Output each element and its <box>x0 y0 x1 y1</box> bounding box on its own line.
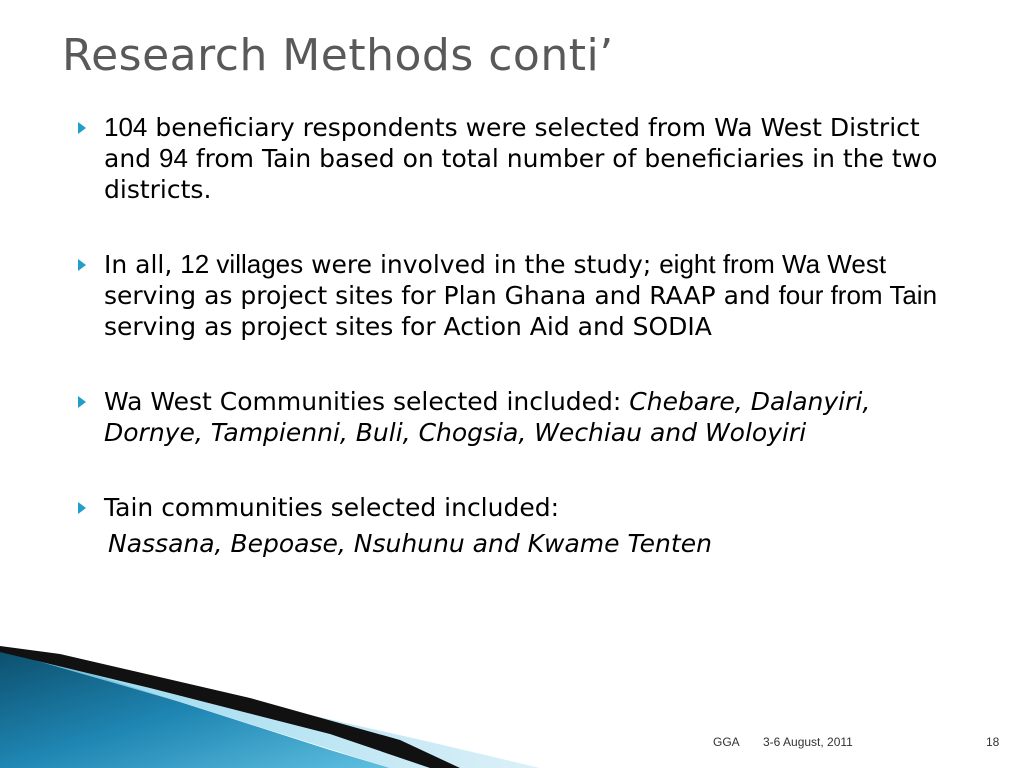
bullet-text: serving as project sites for Action Aid and SODIA <box>104 312 712 341</box>
bullet-list <box>74 112 954 559</box>
bullet-text: Wa West Communities selected included: <box>104 387 630 416</box>
bullet-text: beneficiary respondents were selected from Wa West District and <box>104 113 920 173</box>
slide-number: 18 <box>986 735 1000 749</box>
bullet-item <box>74 112 954 205</box>
bullet-text: were involved in the study; <box>303 250 660 279</box>
bullet-highlight: eight from Wa West <box>659 249 887 279</box>
bullet-text: from Tain based on total number of beneficiaries in the two districts. <box>104 144 938 204</box>
bullet-highlight: 104 <box>104 112 148 142</box>
bullet-highlight: Chebare, Dalanyiri, Dornye, Tampienni, Buli, Chogsia, Wechiau and Woloyiri <box>104 387 871 447</box>
bullet-arrow-icon <box>78 122 86 134</box>
slide-title: Research Methods conti’ <box>62 30 614 81</box>
bullet-text: serving as project sites for Plan Ghana and RAAP and <box>104 281 779 310</box>
footer-date: 3-6 August, 2011 <box>763 735 853 749</box>
bullet-highlight: four from Tain <box>778 280 938 310</box>
bullet-subline: Nassana, Bepoase, Nsuhunu and Kwame Tenten <box>108 529 712 558</box>
bullet-item <box>74 492 954 559</box>
bullet-item <box>74 249 954 342</box>
bullet-arrow-icon <box>78 259 86 271</box>
bullet-text: Tain communities selected included: <box>104 493 560 522</box>
footer-label: GGA <box>713 735 740 749</box>
bullet-arrow-icon <box>78 502 86 514</box>
bullet-item <box>74 386 954 448</box>
bullet-highlight: 94 <box>158 143 188 173</box>
bullet-text: In all, <box>104 250 181 279</box>
bullet-arrow-icon <box>78 396 86 408</box>
bullet-highlight: 12 villages <box>180 249 304 279</box>
